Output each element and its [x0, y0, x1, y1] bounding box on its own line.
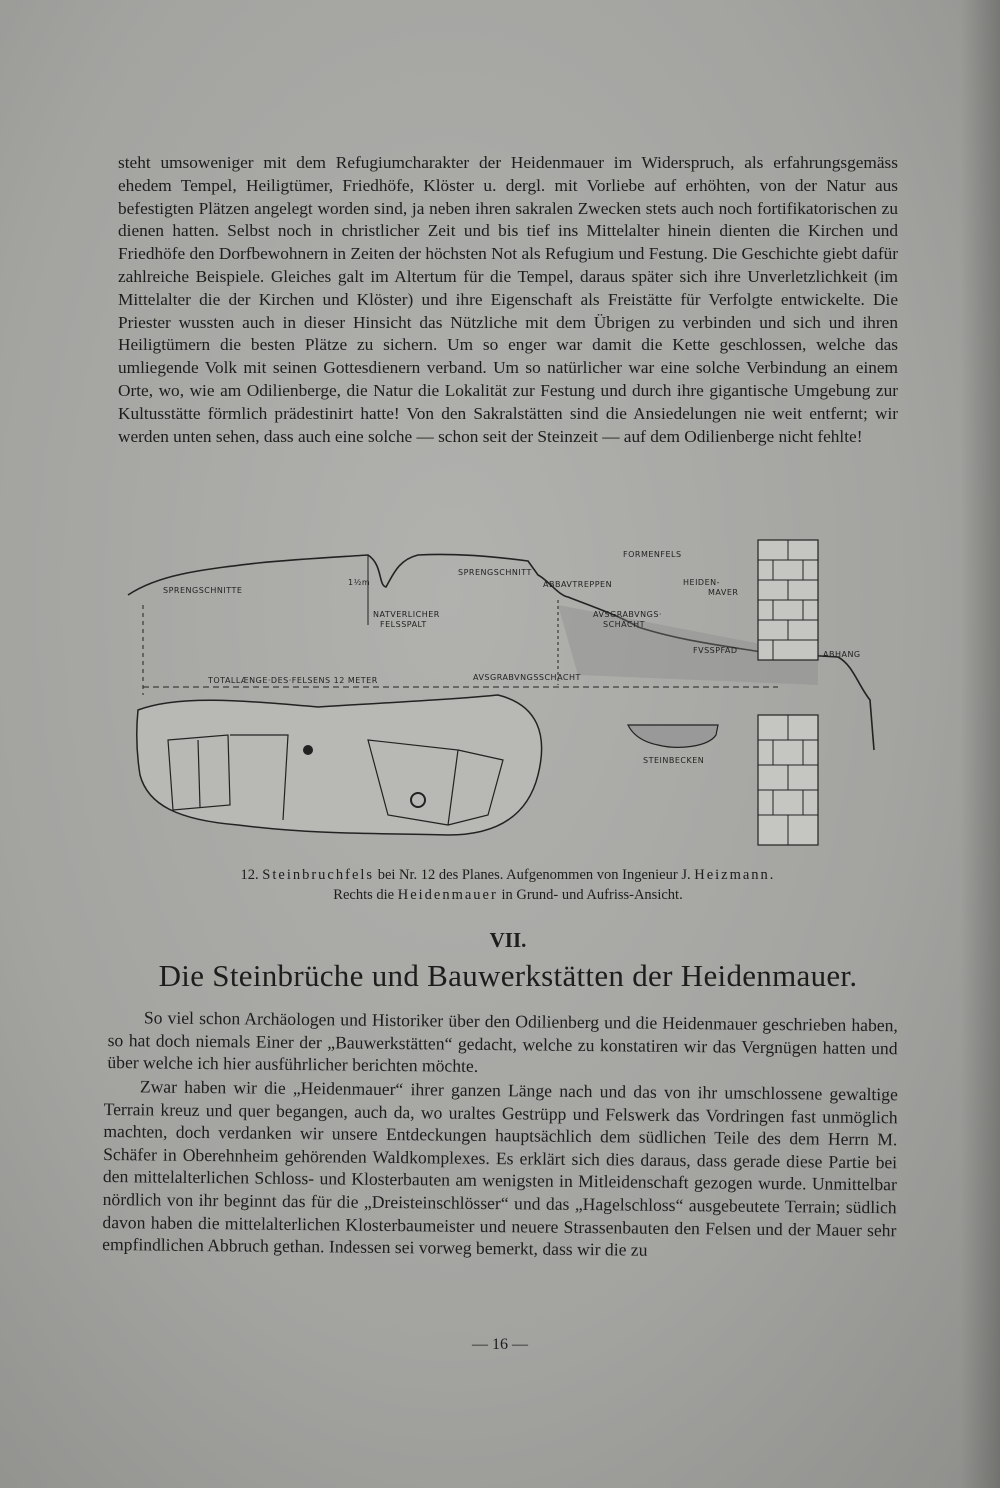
caption-heidenmauer: Heidenmauer — [397, 887, 498, 903]
label-ausgrabungsschacht: AVSGRABVNGSSCHACHT — [473, 673, 581, 682]
label-formenfels: FORMENFELS — [623, 550, 682, 559]
heidenmauer-elevation — [758, 540, 818, 660]
body-paragraph-3: Zwar haben wir die „Heidenmauer“ ihrer ganzen Länge nach und das von ihr umschlossene gewaltige Terrain kreuz und quer begangen, auch da, wo uraltes Gestrüpp und Felswerk das Vordringen fast unmöglich machten, doch verdanken wir unsere Entdeckungen hauptsächlich dem südlichen Teile des dem Herrn M. Schäfer in Oberehnheim gehörenden Waldkomplexes. Es erklärt sich dies daraus, dass gerade diese Partie bei den mittelalterlichen Schloss- und Klosterbauten am wenigsten in Mitleidenschaft gezogen wurde. Unmittelbar nördlich von ihr beginnt das für die „Dreisteinschlösser“ und das „Hagelschloss“ ausgebeutete Terrain; südlich davon haben die mittelalterlichen Klosterbaumeister und neuere Strassenbauten den Felsen und der Mauer sehr empfindlichen Abbruch gethan. Indessen sei vorweg bemerkt, dass wir die zu — [102, 1076, 898, 1260]
label-scale: 1½m — [348, 578, 371, 587]
label-totallaenge: TOTALLÆNGE·DES·FELSENS 12 METER — [208, 676, 378, 685]
label-natuerlicher-2: FELSSPALT — [380, 620, 427, 629]
caption-heizmann: Heizmann. — [694, 867, 776, 883]
caption-number: 12. — [240, 867, 259, 883]
label-ausgrabungs-2: SCHACHT — [603, 620, 645, 629]
label-natuerlicher-1: NATVERLICHER — [373, 610, 440, 619]
label-sprengschnitt: SPRENGSCHNITT — [458, 568, 532, 577]
steinbecken-drawing — [628, 725, 718, 747]
heidenmauer-ground-plan — [758, 715, 818, 845]
rock-ground-plan — [137, 695, 542, 835]
caption-steinbruchfels: Steinbruchfels — [262, 867, 375, 883]
figure-drawing — [118, 535, 888, 855]
chapter-title: Die Steinbrüche und Bauwerkstätten der Heidenmauer. — [158, 958, 858, 993]
page-number: — 16 — — [472, 1336, 528, 1353]
figure-caption-line-2 — [118, 886, 898, 905]
caption-rechts: Rechts die — [333, 887, 395, 903]
figure-quarry-rock — [118, 535, 888, 855]
label-steinbecken: STEINBECKEN — [643, 756, 705, 765]
chapter-number: VII. — [489, 928, 527, 952]
label-abbautreppen: ABBAVTREPPEN — [543, 580, 613, 589]
page-edge-shadow — [960, 0, 1000, 1488]
figure-caption-line-1 — [118, 866, 898, 885]
label-fusspfad: FVSSPFAD — [693, 646, 738, 655]
caption-text-a: bei Nr. 12 des Planes. Aufgenommen von Ingenieur J. — [377, 867, 691, 883]
label-sprengschnitte: SPRENGSCHNITTE — [163, 586, 243, 595]
label-heiden-1: HEIDEN- — [683, 578, 721, 587]
caption-grund: in Grund- und Aufriss-Ansicht. — [501, 887, 683, 903]
drill-hole-1 — [303, 745, 313, 755]
label-heiden-2: MAVER — [708, 588, 739, 597]
body-paragraph-top: steht umsoweniger mit dem Refugiumcharakter der Heidenmauer im Widerspruch, als erfahrungsgemäss ehedem Tempel, Heiligtümer, Friedhöfe, Klöster u. dergl. mit Vorliebe auf erhöhten, von der Natur aus befestigten Plätzen angelegt worden sind, ja neben ihren sakralen Zwecken stets auch noch fortifikatorischen zu dienen hatten. Selbst noch in christlicher Zeit und bis tief ins Mittelalter hinein dienten die Kirchen und Friedhöfe den Dorfbewohnern in Zeiten der höchsten Not als Refugium und Festung. Die Geschichte giebt dafür zahlreiche Beispiele. Gleiches galt im Altertum für die Tempel, daraus später sich ihre Unverletzlichkeit (im Mittelalter die der Kirchen und Klöster) und ihre Eigenschaft als Freistätte für Verfolgte entwickelte. Die Priester wussten auch in dieser Hinsicht das Nützliche mit dem Übrigen zu verbinden und sich und ihren Heiligtümern die besten Plätze zu sichern. Um so enger war damit die Kette geschlossen, welche das umliegende Volk mit seinen Gottesdienern verband. Um so natürlicher war eine solche Verbindung an einem Orte, wo, wie am Odilienberge, die Natur die Lokalität zur Festung und durch ihre gigantische Umgebung zur Kultusstätte förmlich prädestinirt hatte! Von den Sakralstätten sind die Ansiedelungen nie weit entfernt; wir werden unten sehen, dass auch eine solche — schon seit der Steinzeit — auf dem Odilienberge nicht fehlte! — [118, 153, 898, 446]
label-ausgrabungs-1: AVSGRABVNGS· — [593, 610, 662, 619]
body-paragraph-2: So viel schon Archäologen und Historiker über den Odilienberg und die Heidenmauer geschrieben haben, so hat doch niemals Einer der „Bauwerkstätten“ gedacht, welche zu konstatiren wir das Vergnügen hatten und über welche ich hier ausführlicher berichten möchte. — [107, 1007, 898, 1077]
label-abhang: ABHANG — [823, 650, 861, 659]
